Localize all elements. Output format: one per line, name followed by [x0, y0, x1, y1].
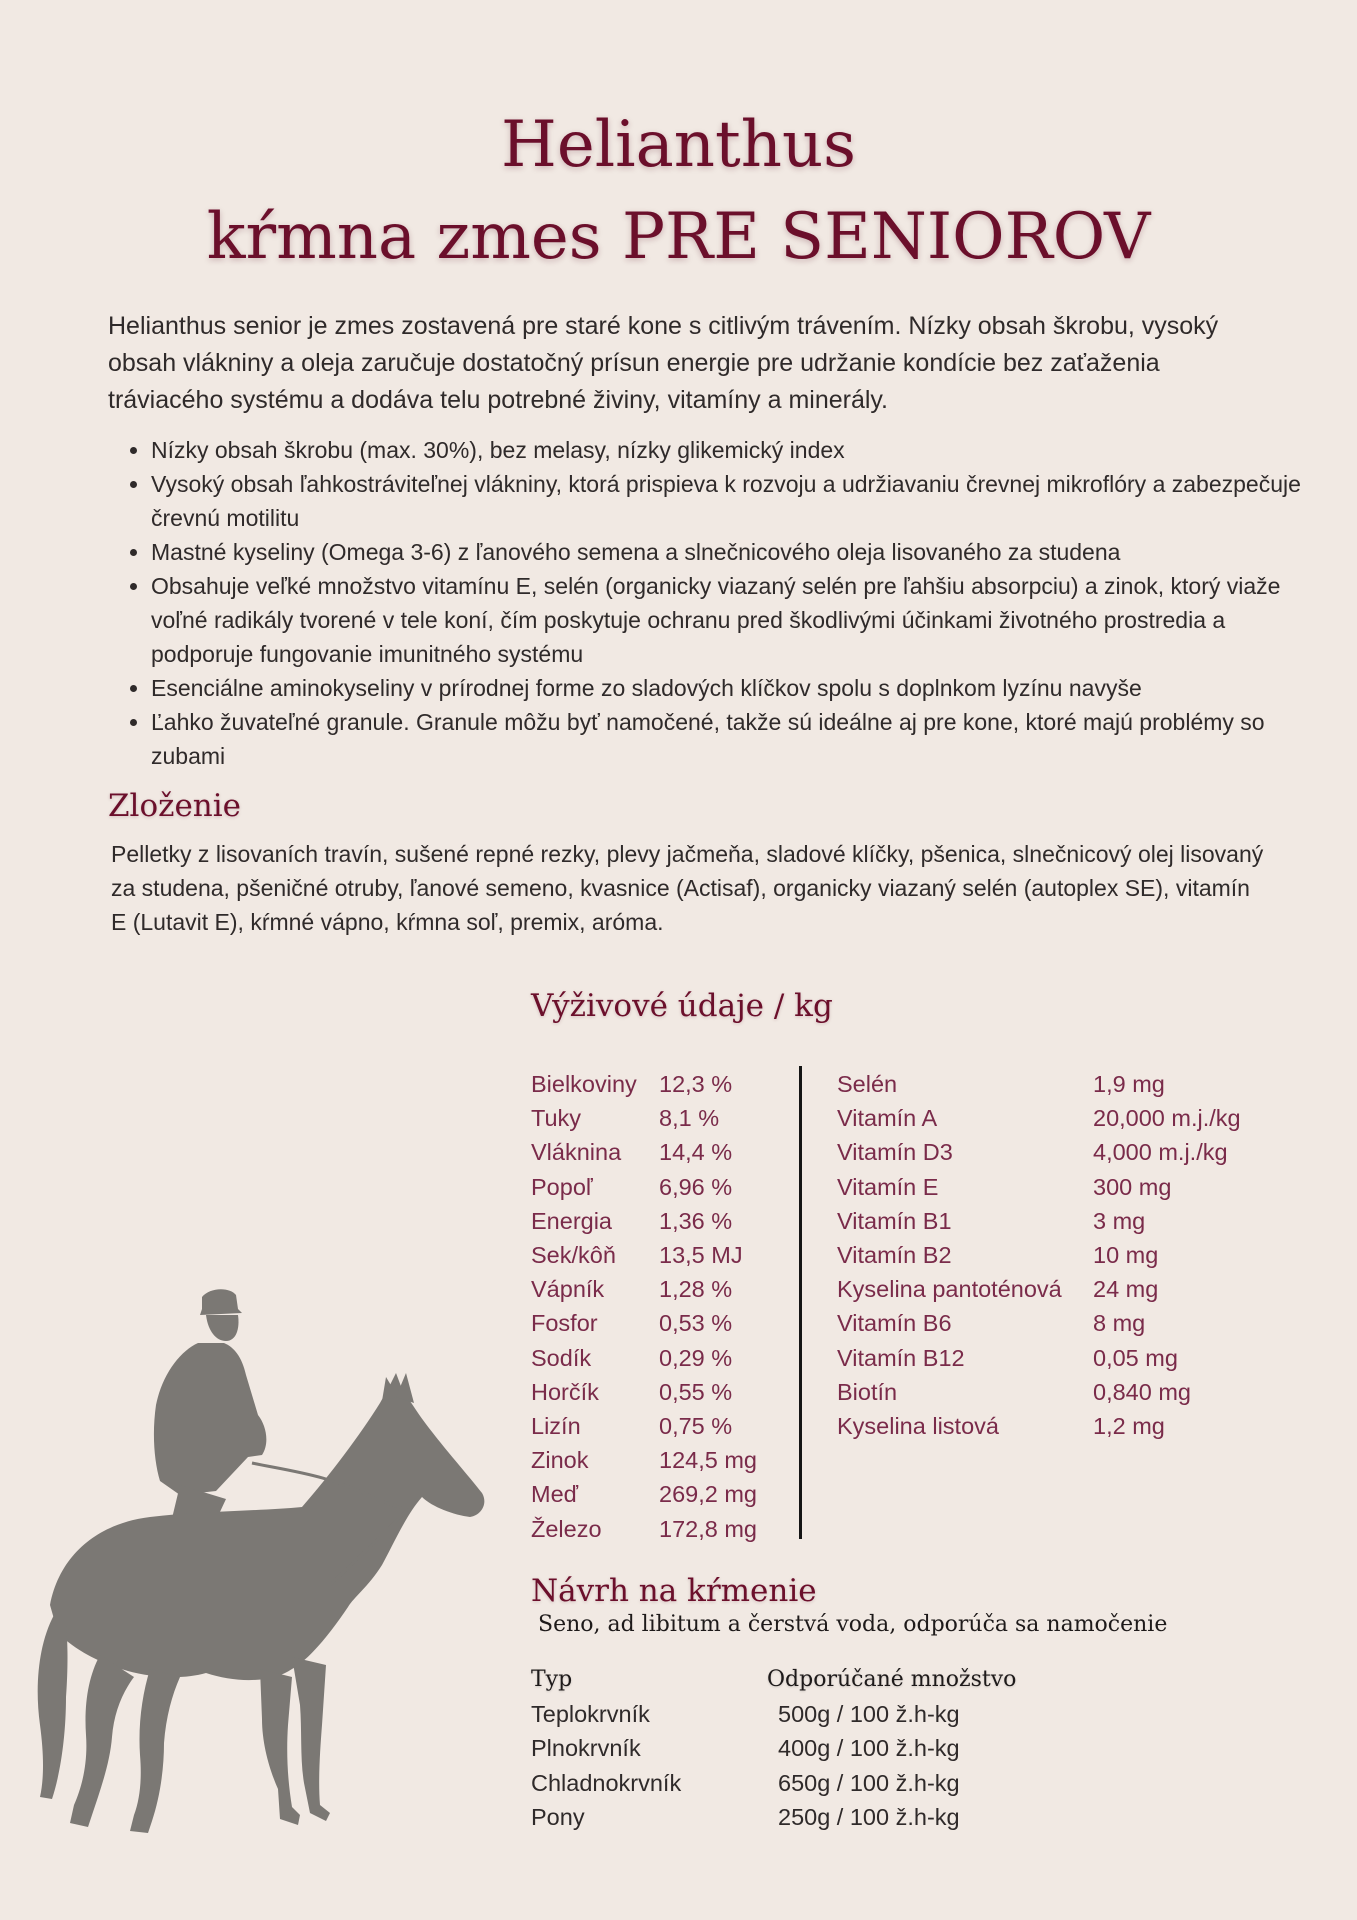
horse-type: Pony — [531, 1803, 585, 1830]
feature-list — [108, 433, 1311, 773]
nutrient-row — [531, 1135, 781, 1169]
nutrient-row — [531, 1170, 781, 1204]
composition-text: Pelletky z lisovaních travín, sušené repné rezky, plevy jačmeňa, sladové klíčky, pšenica, slnečnicový olej lisovaný za studena, pšeničné otruby, ľanové semeno, kvasnice (Actisaf), organicky viazaný selén (autoplex SE), vitamín E (Lutavit E), kŕmné vápno, kŕmna soľ, premix, aróma. — [111, 841, 1264, 935]
nutrient-name: Vitamín B6 — [837, 1310, 952, 1337]
horse-rider-silhouette-icon — [30, 1285, 510, 1845]
feeding-note: Seno, ad libitum a čerstvá voda, odporúča sa namočenie — [538, 1612, 1168, 1637]
nutrient-row — [531, 1238, 781, 1272]
nutrient-name: Kyselina pantoténová — [837, 1276, 1062, 1303]
column-divider — [799, 1066, 802, 1539]
nutrient-name: Vitamín E — [837, 1173, 939, 1200]
nutrient-value: 0,05 mg — [1093, 1344, 1178, 1371]
nutrient-row — [531, 1512, 781, 1546]
nutrient-name: Vitamín B1 — [837, 1207, 952, 1234]
table-row — [531, 1731, 1016, 1765]
feeding-table-header — [531, 1663, 1016, 1697]
nutrient-row — [837, 1204, 1277, 1238]
nutrient-row — [837, 1101, 1277, 1135]
nutrient-value: 0,53 % — [659, 1310, 733, 1337]
nutrient-row — [531, 1101, 781, 1135]
nutrient-name: Vápník — [531, 1276, 605, 1303]
nutrient-row — [837, 1341, 1277, 1375]
nutrient-name: Fosfor — [531, 1310, 598, 1337]
nutrient-value: 1,36 % — [659, 1207, 733, 1234]
nutrient-row — [837, 1375, 1277, 1409]
feeding-table — [531, 1663, 1016, 1834]
nutrient-row — [837, 1409, 1277, 1443]
nutrient-name: Tuky — [531, 1105, 582, 1132]
list-item: • Obsahuje veľké množstvo vitamínu E, selén (organicky viazaný selén pre ľahšiu absorpciu) a zinok, ktorý viaže voľné radikály tvorené v tele koní, čím poskytuje ochranu pred škodlivými účinkami životného prostredia a podporuje fungovanie imunitného systému — [151, 569, 1311, 671]
nutrient-row — [531, 1375, 781, 1409]
nutrient-value: 14,4 % — [659, 1139, 733, 1166]
nutrient-name: Energia — [531, 1207, 612, 1234]
horse-type: Plnokrvník — [531, 1735, 641, 1762]
list-item: • Mastné kyseliny (Omega 3-6) z ľanového semena a slnečnicového oleja lisovaného za studena — [151, 535, 1311, 569]
nutrient-value: 24 mg — [1093, 1276, 1159, 1303]
nutrient-value: 1,28 % — [659, 1276, 733, 1303]
nutrient-row — [837, 1306, 1277, 1340]
nutrient-row — [837, 1272, 1277, 1306]
nutrient-value: 0,55 % — [659, 1378, 733, 1405]
nutrient-name: Sodík — [531, 1344, 592, 1371]
nutrient-name: Meď — [531, 1481, 579, 1508]
nutrient-value: 124,5 mg — [659, 1447, 757, 1474]
list-item: • Ľahko žuvateľné granule. Granule môžu byť namočené, takže sú ideálne aj pre kone, ktoré majú problémy so zubami — [151, 705, 1311, 773]
nutrition-heading: Výživové údaje / kg — [531, 988, 833, 1024]
nutrient-value: 172,8 mg — [659, 1515, 757, 1542]
feed-amount: 400g / 100 ž.h-kg — [778, 1735, 960, 1762]
nutrient-value: 1,9 mg — [1093, 1071, 1165, 1097]
intro-paragraph: Helianthus senior je zmes zostavená pre staré kone s citlivým trávením. Nízky obsah škrobu, vysoký obsah vlákniny a oleja zaručuje dostatočný prísun energie pre udržanie kondície bez zaťaženia tráviacého systému a dodáva telu potrebné živiny, vitamíny a minerály. — [108, 312, 1219, 414]
nutrient-name: Vitamín A — [837, 1105, 938, 1132]
feeding-heading: Návrh na kŕmenie — [531, 1573, 817, 1609]
nutrient-value: 8,1 % — [659, 1105, 720, 1132]
nutrient-name: Popoľ — [531, 1173, 593, 1200]
nutrient-row — [531, 1477, 781, 1511]
nutrient-name: Vitamín B12 — [837, 1344, 965, 1371]
composition-heading: Zloženie — [108, 788, 242, 824]
nutrient-value: 0,840 mg — [1093, 1378, 1191, 1405]
nutrient-name: Vláknina — [531, 1139, 622, 1166]
nutrient-value: 12,3 % — [659, 1071, 733, 1097]
list-item: • Vysoký obsah ľahkostráviteľnej vlákniny, ktorá prispieva k rozvoju a udržiavaniu črevnej mikroflóry a zabezpečuje črevnú motilitu — [151, 467, 1311, 535]
nutrient-row — [531, 1067, 781, 1101]
nutrient-row — [531, 1341, 781, 1375]
nutrient-row — [837, 1170, 1277, 1204]
nutrient-row — [531, 1443, 781, 1477]
nutrient-name: Horčík — [531, 1378, 599, 1405]
nutrient-row — [837, 1067, 1277, 1101]
feed-amount: 500g / 100 ž.h-kg — [778, 1701, 960, 1728]
column-header-type: Typ — [531, 1667, 573, 1692]
nutrient-name: Zinok — [531, 1447, 589, 1474]
nutrient-value: 300 mg — [1093, 1173, 1172, 1200]
nutrient-value: 13,5 MJ — [659, 1242, 743, 1269]
feed-amount: 650g / 100 ž.h-kg — [778, 1769, 960, 1796]
feed-amount: 250g / 100 ž.h-kg — [778, 1803, 960, 1830]
nutrient-value: 10 mg — [1093, 1242, 1159, 1269]
nutrient-value: 8 mg — [1093, 1310, 1146, 1337]
list-item: • Esenciálne aminokyseliny v prírodnej forme zo sladových klíčkov spolu s doplnkom lyzínu navyše — [151, 671, 1311, 705]
nutrient-name: Kyselina listová — [837, 1413, 999, 1440]
horse-type: Teplokrvník — [531, 1701, 650, 1728]
table-row — [531, 1766, 1016, 1800]
nutrient-row — [531, 1306, 781, 1340]
horse-type: Chladnokrvník — [531, 1769, 682, 1796]
page-subtitle: kŕmna zmes PRE SENIOROV — [206, 200, 1151, 274]
nutrition-list-right — [837, 1067, 1277, 1443]
nutrient-value: 4,000 m.j./kg — [1093, 1139, 1228, 1166]
nutrient-name: Bielkoviny — [531, 1071, 637, 1097]
nutrient-value: 6,96 % — [659, 1173, 733, 1200]
column-header-amount: Odporúčané množstvo — [767, 1667, 1017, 1692]
nutrient-value: 0,29 % — [659, 1344, 733, 1371]
page-title: Helianthus — [501, 108, 856, 182]
nutrient-name: Lizín — [531, 1413, 581, 1440]
nutrient-row — [837, 1238, 1277, 1272]
list-item: • Nízky obsah škrobu (max. 30%), bez melasy, nízky glikemický index — [151, 433, 1311, 467]
nutrient-name: Vitamín B2 — [837, 1242, 952, 1269]
nutrient-name: Selén — [837, 1071, 898, 1097]
table-row — [531, 1697, 1016, 1731]
nutrient-value: 3 mg — [1093, 1207, 1146, 1234]
nutrition-list-left — [531, 1067, 781, 1546]
nutrient-name: Železo — [531, 1515, 602, 1542]
nutrient-value: 1,2 mg — [1093, 1413, 1165, 1440]
nutrient-value: 20,000 m.j./kg — [1093, 1105, 1241, 1132]
nutrient-name: Vitamín D3 — [837, 1139, 953, 1166]
nutrient-name: Sek/kôň — [531, 1242, 616, 1269]
nutrient-row — [531, 1409, 781, 1443]
nutrient-row — [531, 1272, 781, 1306]
nutrient-value: 0,75 % — [659, 1413, 733, 1440]
nutrient-name: Biotín — [837, 1378, 898, 1405]
nutrient-row — [837, 1135, 1277, 1169]
table-row — [531, 1800, 1016, 1834]
nutrient-row — [531, 1204, 781, 1238]
nutrient-value: 269,2 mg — [659, 1481, 757, 1508]
